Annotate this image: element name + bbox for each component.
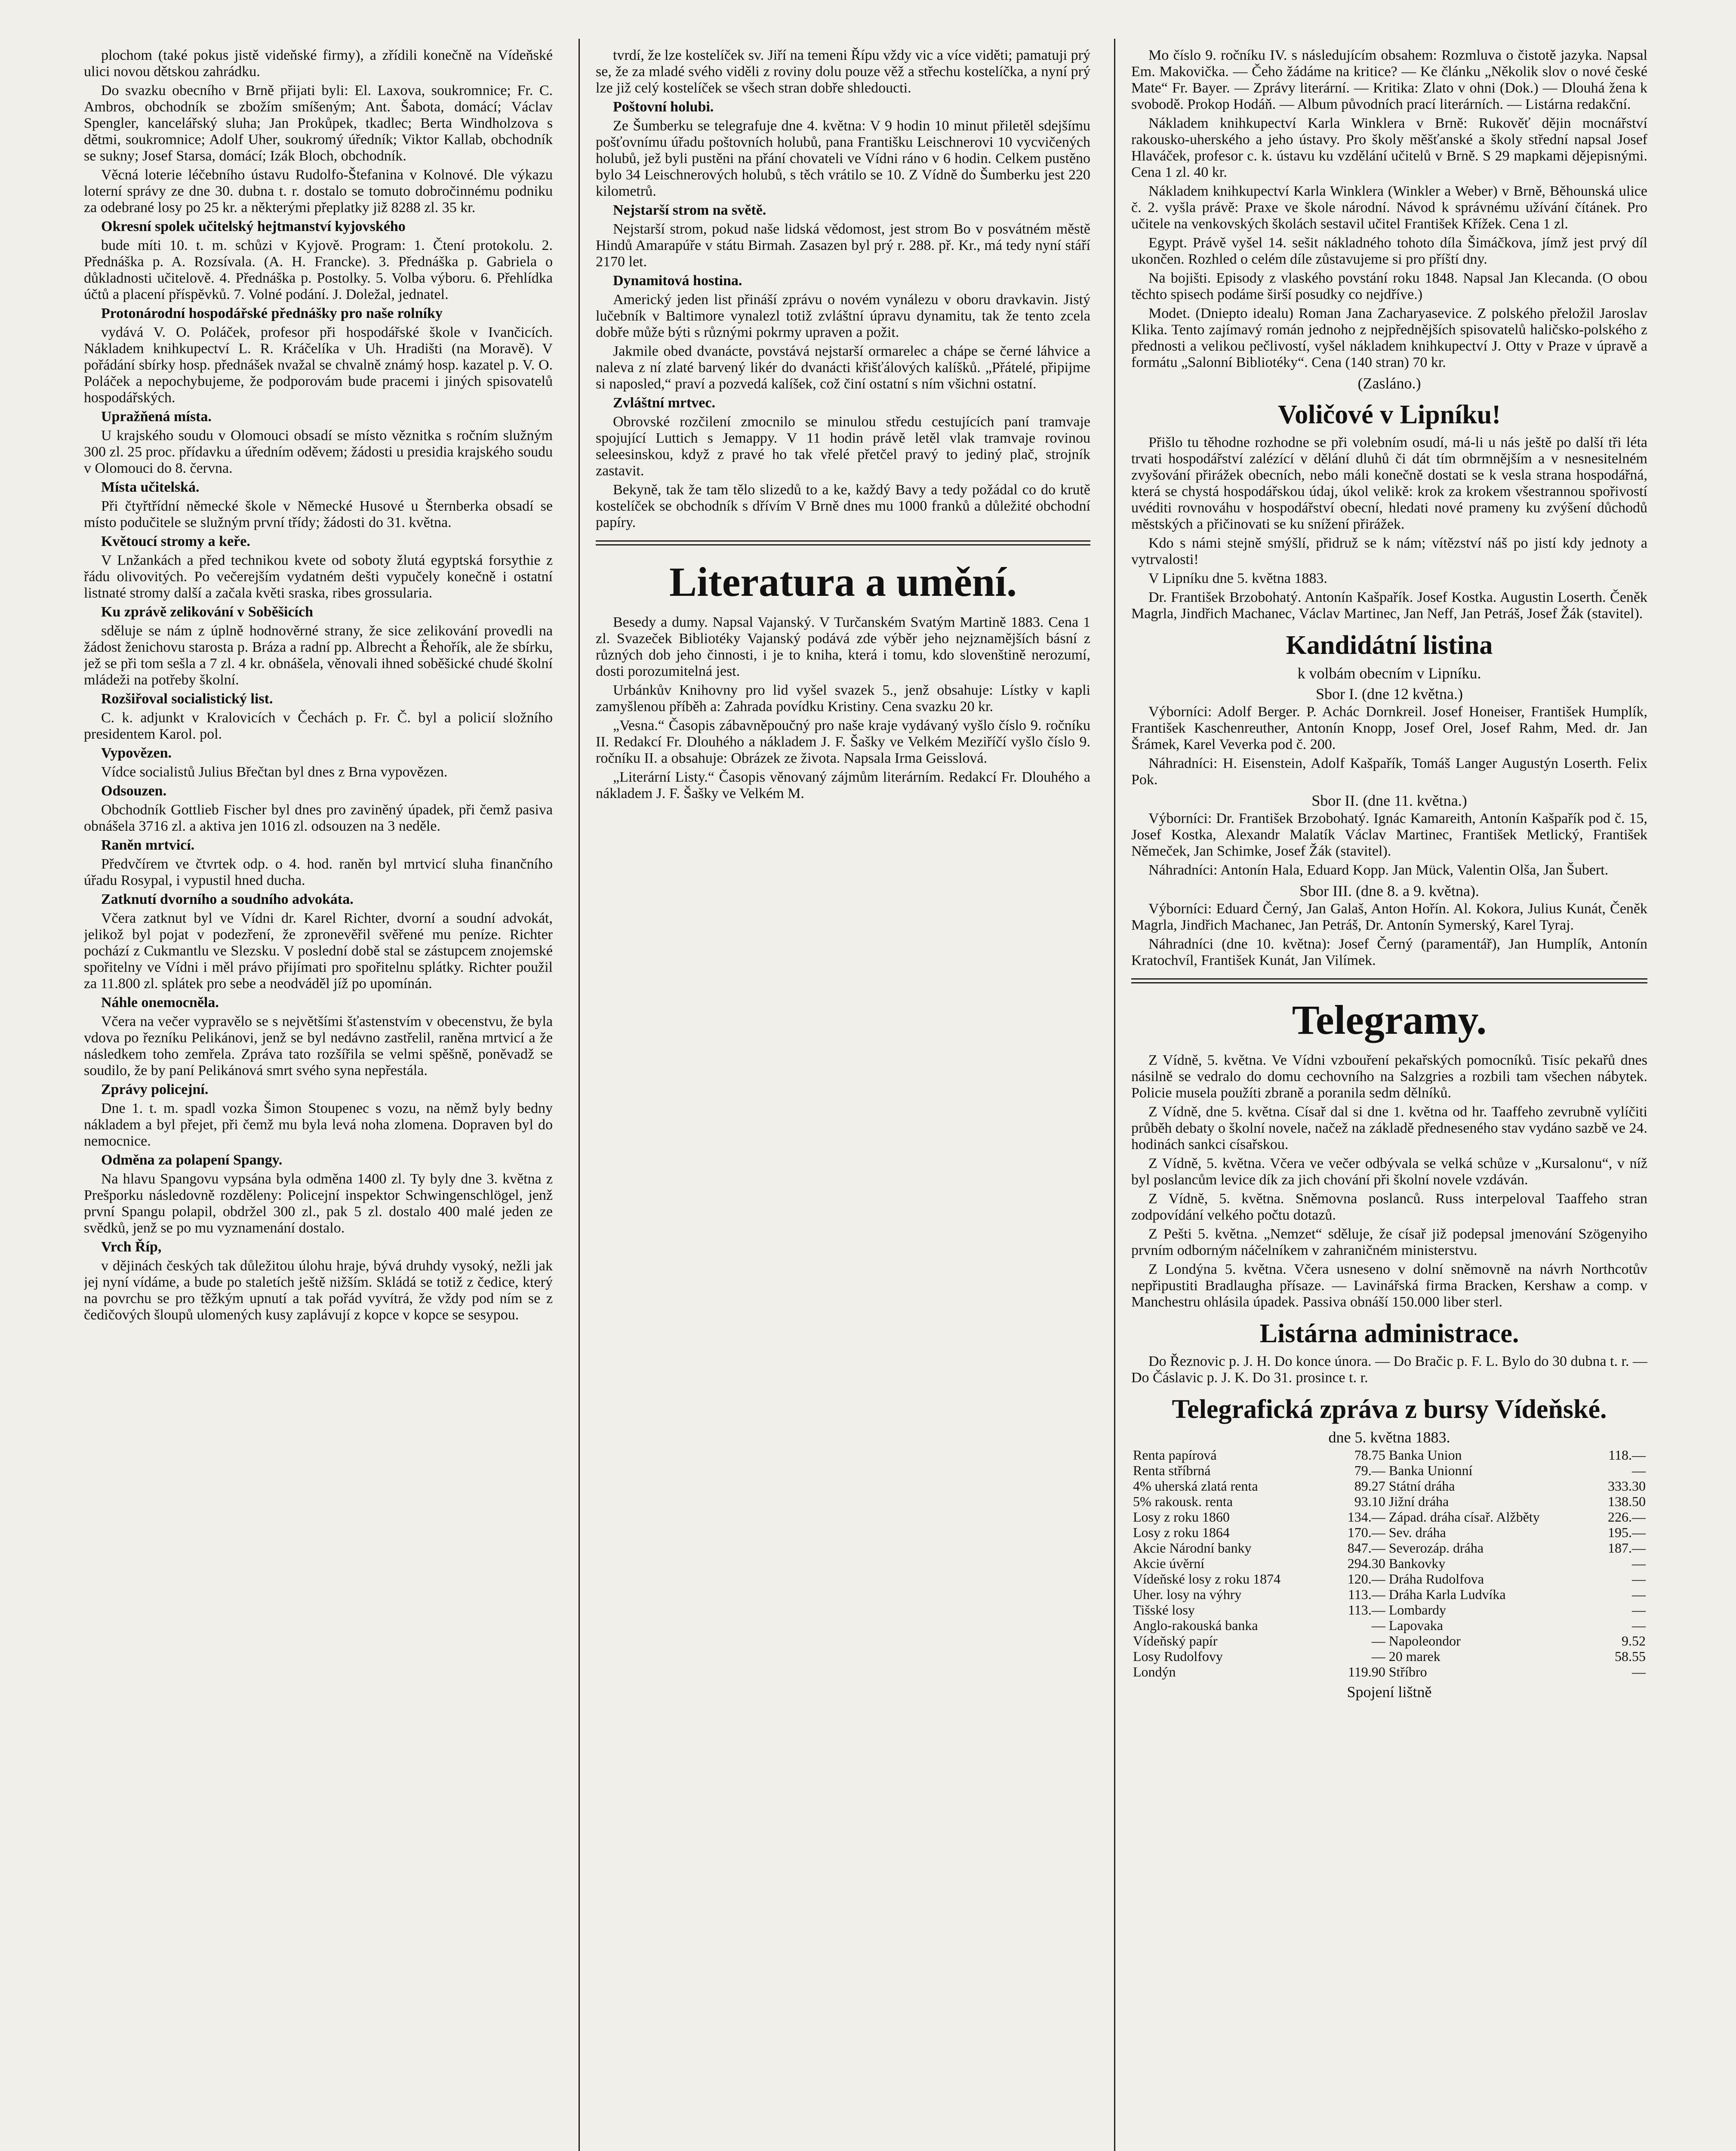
exchange-value: — xyxy=(1632,1556,1646,1571)
article-paragraph: Nejstarší strom, pokud naše lidská vědomost, jest strom Bo v posvátném městě Hindů Amarapúře v státu Birmah. Zasazen byl prý r. 288. př. Kr., má tedy nyní stáří 2170 let. xyxy=(596,221,1090,270)
article-paragraph: Přišlo tu těhodne rozhodne se při volebním osudí, má-li u nás ještě po další tři léta trvati hospodářství zalézící v dělání dluhů či dát tím obrmnějším a v nesnesitelném zvyšování přirážek obecních, nebo máli konečně dostati se k vesla strana hospodářná, která se chystá hospodářskou údaj, úkol velikě: krok za krokem všestrannou spořivostí uvéditi rovnováhu v hospodářství obecní, hledati nové prameny ku zvýšení důchodů městských a přičinovati se ku snížení přirážek. xyxy=(1131,435,1647,532)
article-headline: Zprávy policejní. xyxy=(101,1082,209,1097)
article-paragraph: Americký jeden list přináší zprávu o novém vynálezu v oboru dravkavin. Jistý lučebník v Baltimore vynalezl totiž zvláštní úpravu dynamitu, tak že tento zcela dobře může býti s různými pokrmy upraven a požit. xyxy=(596,292,1090,340)
exchange-value: 118.— xyxy=(1608,1447,1646,1463)
article-paragraph: Do svazku obecního v Brně přijati byli: El. Laxova, soukromnice; Fr. C. Ambros, obchodník se zbožím smíšeným; Ant. Šabota, domácí; Václav Spengler, kancelářský sluha; Jan Prokůpek, tkadlec; Berta Windholzova s dětmi, soukromnice; Adolf Uher, soukromý úředník; Viktor Kallab, obchodník se sukny; Josef Starsa, domácí; Izák Bloch, obchodník. xyxy=(84,83,553,164)
article-paragraph: Výborníci: Dr. František Brzobohatý. Ignác Kamareith, Antonín Kašpařík pod č. 15, Josef Kostka, Alexandr Malatík Václav Martinec, František Metlický, František Němeček, Jan Schimke, Josef Žák (stavitel). xyxy=(1131,810,1647,859)
article-paragraph: tvrdí, že lze kostelíček sv. Jiří na temeni Řípu vždy vic a více viděti; pamatuji prý se, že za mladé svého viděli z roviny dolu pouze věž a střechu kostelíčka, a nyní prý lze již celý kostelíček se všech stran dobře shledoucti. xyxy=(596,47,1090,96)
article-paragraph: Věcná loterie léčebního ústavu Rudolfo-Štefanina v Kolnové. Dle výkazu loterní správy ze dne 30. dubna t. r. dostalo se tomuto dobročinnému podniku za odebrané losy po 25 kr. a některými přeplatky již 8288 zl. 35 kr. xyxy=(84,167,553,216)
column-1 xyxy=(84,47,553,2151)
article-paragraph: Náhradníci: Antonín Hala, Eduard Kopp. Jan Mück, Valentin Olša, Jan Šubert. xyxy=(1148,862,1609,878)
divider xyxy=(596,540,1090,545)
exchange-value: — xyxy=(1632,1664,1646,1680)
article-paragraph: Urbánkův Knihovny pro lid vyšel svazek 5., jenž obsahuje: Lístky v kapli zamyšlenou příběh a: Zahrada povídku Kristiny. Cena svazku 20 kr. xyxy=(596,682,1090,715)
section-headline: Voličové v Lipníku! xyxy=(1278,400,1501,429)
exchange-label: Akcie Národní banky xyxy=(1133,1540,1252,1556)
exchange-label: Státní dráha xyxy=(1388,1478,1455,1494)
exchange-value: 138.50 xyxy=(1608,1494,1646,1509)
exchange-label: Dráha Karla Ludvíka xyxy=(1388,1587,1506,1602)
article-headline: Nejstarší strom na světě. xyxy=(613,202,766,218)
exchange-row xyxy=(1131,1571,1647,1587)
article-headline: Rozšiřoval socialistický list. xyxy=(101,691,273,707)
column-rule xyxy=(579,39,580,2151)
article-paragraph: vydává V. O. Poláček, profesor při hospodářské škole v Ivančicích. Nákladem knihkupectví L. R. Kráčelíka v Uh. Hradišti (na Moravě). V pořádání sbírky hosp. přednášek nvažal se chvalně známý hosp. kazatel p. V. O. Poláček a nepochybujeme, že podporovám bude pracemi i jiných spisovatelů hospodářských. xyxy=(84,324,553,406)
article-paragraph: Nákladem knihkupectví Karla Winklera v Brně: Rukověť dějin mocnářství rakousko-uherského a jeho ústavy. Pro školy měšťanské a školy střední napsal Josef Hlaváček, profesor c. k. ústavu ku vzdělání učitelů v Brně. S 29 mapkami dějepisnými. Cena 1 zl. 40 kr. xyxy=(1131,115,1647,180)
exchange-value: 195.— xyxy=(1608,1525,1646,1540)
article-paragraph: Dne 1. t. m. spadl vozka Šimon Stoupenec s vozu, na němž byly bedny nákladem a byl přejet, při čemž mu byla levá noha zlomena. Dopraven byl do nemocnice. xyxy=(84,1100,553,1149)
exchange-value: 89.27 xyxy=(1354,1478,1385,1494)
exchange-value: 113.— xyxy=(1348,1587,1385,1602)
exchange-label: Londýn xyxy=(1133,1664,1176,1680)
article-paragraph: Besedy a dumy. Napsal Vajanský. V Turčanském Svatým Martině 1883. Cena 1 zl. Svazeček Bibliotéky Vajanský podává zde výběr jeho nejznamějších básní z různých dob jeho činnosti, i je to kniha, která i tomu, kdo slovenštině nerozumí, dosti porozumitelná jest. xyxy=(596,614,1090,679)
article-paragraph: C. k. adjunkt v Kralovicích v Čechách p. Fr. Č. byl a policií složního presidentem Karol. pol. xyxy=(84,710,553,742)
exchange-label: Lapovaka xyxy=(1388,1618,1443,1633)
exchange-row xyxy=(1131,1633,1647,1649)
article-paragraph: Kdo s námi stejně smýšlí, přidruž se k nám; vítězství náš po jistí kdy jednoty a vytrvalosti! xyxy=(1131,535,1647,567)
exchange-row xyxy=(1131,1649,1647,1664)
column-2 xyxy=(596,47,1090,2151)
article-paragraph: Na bojišti. Episody z vlaského povstání roku 1848. Napsal Jan Klecanda. (O obou těchto spisech podáme širší posudky co nejdříve.) xyxy=(1131,270,1647,302)
exchange-table xyxy=(1131,1447,1647,1680)
article-paragraph: Náhradníci: H. Eisenstein, Adolf Kašpařík, Tomáš Langer Augustýn Loserth. Felix Pok. xyxy=(1131,755,1647,788)
article-paragraph: Z Londýna 5. května. Včera usneseno v dolní sněmovně na návrh Northcotův nepřipustiti Bradlaugha přísaze. — Lavinářská firma Bracken, Kershaw a comp. v Manchestru ohlásila úpadek. Passiva obnáší 150.000 liber sterl. xyxy=(1131,1261,1647,1310)
article-paragraph: Z Vídně, dne 5. května. Císař dal si dne 1. května od hr. Taaffeho zevrubně vylíčiti průběh debaty o školní novele, načež na základě předneseného stav vydáno sazbě ve 24. hodinách sankci císařskou. xyxy=(1131,1104,1647,1153)
exchange-value: 134.— xyxy=(1347,1509,1385,1525)
exchange-row xyxy=(1131,1602,1647,1618)
exchange-label: Lombardy xyxy=(1388,1602,1447,1618)
article-paragraph: bude míti 10. t. m. schůzi v Kyjově. Program: 1. Čtení protokolu. 2. Přednáška p. A. Rozsívala. (A. H. Francke). 3. Přednáška p. Gabriela o důkladnosti učitelově. 4. Přednáška p. Postolky. 5. Volba výboru. 6. Přehlídka účtů a placení příspěvků. 7. Volné podání. J. Doležal, jednatel. xyxy=(84,237,553,302)
article-paragraph: Z Vídně, 5. května. Včera ve večer odbývala se velká schůze v „Kursalonu“, v níž byl poslancům levice dík za jich chování při školní novele vzdáván. xyxy=(1131,1156,1647,1188)
exchange-value: 79.— xyxy=(1354,1463,1385,1478)
exchange-value: 333.30 xyxy=(1608,1478,1646,1494)
subheading: Sbor III. (dne 8. a 9. května). xyxy=(1299,882,1479,900)
footer-note: Spojení lištně xyxy=(1347,1683,1432,1701)
article-paragraph: Ze Šumberku se telegrafuje dne 4. května: V 9 hodin 10 minut přiletěl sdejšímu pošťovnímu úřadu poštovních holubů, pana Františku Leischnerovi 10 vycvičených holubů, jež byli pustěni na přání chovateli ve Vídni ráno v 6 hodin. Celkem pustěno bylo 34 Leischnerových holubů, s těch vrátilo se 10. Z Vídně do Šumberku jest 220 kilometrů. xyxy=(596,118,1090,199)
exchange-row xyxy=(1131,1494,1647,1509)
subheading: k volbám obecním v Lipníku. xyxy=(1297,665,1481,682)
exchange-label: Akcie úvěrní xyxy=(1133,1556,1205,1571)
subheading: Sbor II. (dne 11. května.) xyxy=(1311,792,1467,809)
article-paragraph: Obrovské rozčilení zmocnilo se minulou středu cestujících paní tramvaje spojující Luttich s Jemappy. V 11 hodin právě letěl vlak tramvaje rovinou seleesinskou, když z pravé ho tak vřelé přetčel pravý to jediný plač, strojník zastavit. xyxy=(596,414,1090,479)
article-paragraph: Při čtyřtřídní německé škole v Německé Husové u Šternberka obsadí se místo podučitele se služným první třídy; žádosti do 31. května. xyxy=(84,498,553,530)
article-paragraph: Obchodník Gottlieb Fischer byl dnes pro zaviněný úpadek, při čemž pasiva obnášela 3716 zl. a aktiva jen 1016 zl. odsouzen na 3 neděle. xyxy=(84,802,553,834)
exchange-label: Severozáp. dráha xyxy=(1388,1540,1484,1556)
exchange-label: Renta stříbrná xyxy=(1133,1463,1211,1478)
article-headline: Raněn mrtvicí. xyxy=(101,837,195,853)
article-paragraph: Včera zatknut byl ve Vídni dr. Karel Richter, dvorní a soudní advokát, jelikož byl pojat v podezření, že zpronevěřil svěřené mu peníze. Richter pochází z Cukmantlu ve Slezsku. V poslední době stal se zástupcem znojemské spořitelny ve Vídni i měl právo přijímati pro spořitelnu splátky. Richter použil za 11.800 zl. splátek pro sebe a neodváděl jíž po upomínán. xyxy=(84,910,553,992)
subheading: dne 5. května 1883. xyxy=(1328,1429,1450,1446)
exchange-row xyxy=(1131,1556,1647,1571)
divider xyxy=(1131,978,1647,983)
exchange-value: 93.10 xyxy=(1354,1494,1385,1509)
exchange-value: — xyxy=(1371,1618,1385,1633)
article-paragraph: Do Řeznovic p. J. H. Do konce února. — Do Bračic p. F. L. Bylo do 30 dubna t. r. — Do Čáslavic p. J. K. Do 31. prosince t. r. xyxy=(1131,1353,1647,1386)
exchange-label: Vídeňský papír xyxy=(1133,1633,1218,1649)
exchange-label: Anglo-rakouská banka xyxy=(1133,1618,1258,1633)
exchange-value: — xyxy=(1632,1602,1646,1618)
article-paragraph: V Lnžankách a před technikou kvete od soboty žlutá egyptská forsythie z řádu olivovitých. Po večerejším vydatném dešti vypučely konečně i ostatní listnaté stromy další a začala květi sraska, ribes grossularia. xyxy=(84,552,553,601)
article-headline: Vypovězen. xyxy=(101,745,172,761)
exchange-value: 9.52 xyxy=(1622,1633,1646,1649)
article-headline: Místa učitelská. xyxy=(101,479,200,495)
article-paragraph: sděluje se nám z úplně hodnověrné strany, že sice zelikování provedli na žádost ženichovu starosta p. Bráza a radní pp. Albrecht a Řehořík, ale že sbírku, jež se při tom sešla a 7 zl. 4 kr. obnášela, věnovali ihned soběšické chudé školní mládeži na potřeby školní. xyxy=(84,623,553,688)
section-headline: Listárna administrace. xyxy=(1259,1319,1519,1348)
article-paragraph: Výborníci: Eduard Černý, Jan Galaš, Anton Hořín. Al. Kokora, Julius Kunát, Čeněk Magrla, Jindřich Machanec, Jan Petráš, Dr. Antonín Symerský, Karel Tyraj. xyxy=(1131,901,1647,933)
article-paragraph: Předvčírem ve čtvrtek odp. o 4. hod. raněn byl mrtvicí sluha finančního úřadu Rosypal, i vypustil hned ducha. xyxy=(84,856,553,888)
exchange-label: Dráha Rudolfova xyxy=(1388,1571,1484,1587)
exchange-label: Tišské losy xyxy=(1133,1602,1195,1618)
exchange-label: Losy z roku 1864 xyxy=(1133,1525,1230,1540)
exchange-label: Renta papírová xyxy=(1133,1447,1217,1463)
exchange-label: Losy Rudolfovy xyxy=(1133,1649,1223,1664)
article-headline: Odsouzen. xyxy=(101,783,167,799)
article-paragraph: „Vesna.“ Časopis zábavněpoučný pro naše kraje vydávaný vyšlo číslo 9. ročníku II. Redakcí Fr. Dlouhého a nákladem J. F. Šašky ve Velkém Meziříčí vyšlo číslo 9. ročníku II. a obsahuje: Obrázek ze života. Napsala Irma Geisslová. xyxy=(596,718,1090,766)
exchange-label: 5% rakousk. renta xyxy=(1133,1494,1233,1509)
article-headline: Zatknutí dvorního a soudního advokáta. xyxy=(101,891,354,907)
exchange-row xyxy=(1131,1540,1647,1556)
exchange-value: 113.— xyxy=(1348,1602,1385,1618)
exchange-label: Stříbro xyxy=(1388,1664,1427,1680)
exchange-row xyxy=(1131,1618,1647,1633)
exchange-row xyxy=(1131,1509,1647,1525)
exchange-row xyxy=(1131,1478,1647,1494)
article-paragraph: V Lipníku dne 5. května 1883. xyxy=(1148,570,1327,586)
exchange-label: Sev. dráha xyxy=(1388,1525,1446,1540)
article-headline: Upražňená místa. xyxy=(101,409,212,425)
article-paragraph: Mo číslo 9. ročníku IV. s následujícím obsahem: Rozmluva o čistotě jazyka. Napsal Em. Makovička. — Čeho žádáme na kritice? — Ke článku „Několik slov o nové české Mate“ Fr. Bayer. — Zprávy literární. — Kritika: Zlato v ohni (Dok.) — Dlouhá žena k svobodě. Prokop Hodáň. — Album původních prací literárních. — Listárna redakční. xyxy=(1131,47,1647,112)
article-paragraph: plochom (také pokus jistě videňské firmy), a zřídili konečně na Vídeňské ulici novou dětskou zahrádku. xyxy=(84,47,553,80)
article-headline: Okresní spolek učitelský hejtmanství kyjovského xyxy=(101,219,406,234)
article-paragraph: Egypt. Právě vyšel 14. sešit nákladného tohoto díla Šimáčkova, jímž jest prvý díl ukončen. Rozhled o celém díle zůstavujeme si pro příští dny. xyxy=(1131,235,1647,267)
article-headline: Ku zprávě zelikování v Soběšicích xyxy=(101,604,313,620)
article-paragraph: Výborníci: Adolf Berger. P. Achác Dornkreil. Josef Honeiser, František Humplík, František Kaschenreuther, Antonín Knopp, Josef Orel, Josef Rahm, Med. dr. Jan Šrámek, Karel Veverka pod č. 200. xyxy=(1131,704,1647,752)
article-paragraph: Včera na večer vypravělo se s největšími šťastenstvím v obecenstvu, že byla vdova po řezníku Pelikánovi, jenž se byl nedávno zastřelil, raněna mrtvicí a že následkem toho zemřela. Zpráva tato rozšířila se velmi spěšně, poněvadž se soudilo, že by paní Pelikánová smrt svého syna nepřestála. xyxy=(84,1014,553,1079)
article-paragraph: Náhradníci (dne 10. května): Josef Černý (paramentář), Jan Humplík, Antonín Kratochvíl, František Kunát, Jan Vilímek. xyxy=(1131,936,1647,968)
exchange-value: 847.— xyxy=(1347,1540,1385,1556)
exchange-value: — xyxy=(1632,1587,1646,1602)
article-paragraph: Modet. (Dniepto idealu) Roman Jana Zacharyasevice. Z polského přeložil Jaroslav Klika. Tento zajímavý román jednoho z nejpřednějších spisovatelů haličsko-polského z přednosti a velikou pečlivostí, vyšel nákladem knihkupectví J. Otty v Praze v úpravě a formátu „Salonní Bibliotéky“. Cena (140 stran) 70 kr. xyxy=(1131,305,1647,370)
exchange-value: 226.— xyxy=(1608,1509,1646,1525)
article-headline: Vrch Říp, xyxy=(101,1239,162,1255)
article-headline: Poštovní holubi. xyxy=(613,99,714,115)
article-headline: Květoucí stromy a keře. xyxy=(101,533,250,549)
section-headline: Telegrafická zpráva z bursy Vídeňské. xyxy=(1172,1395,1607,1424)
exchange-label: Bankovky xyxy=(1388,1556,1446,1571)
exchange-value: — xyxy=(1632,1571,1646,1587)
exchange-row xyxy=(1131,1664,1647,1680)
exchange-label: 4% uherská zlatá renta xyxy=(1133,1478,1258,1494)
exchange-label: Banka Union xyxy=(1388,1447,1462,1463)
column-3 xyxy=(1131,47,1647,2151)
exchange-value: — xyxy=(1632,1463,1646,1478)
article-paragraph: Na hlavu Spangovu vypsána byla odměna 1400 zl. Ty byly dne 3. května z Prešporku následovně rozděleny: Policejní inspektor Schwingenschlögel, jenž první Spangu polapil, obdržel 300 zl., pak 5 zl. dostalo 400 malé jeden ze svědků, jenž se po mu vyznamenání dostalo. xyxy=(84,1171,553,1236)
section-headline: Kandidátní listina xyxy=(1286,631,1493,660)
article-paragraph: Z Vídně, 5. května. Sněmovna poslanců. Russ interpeloval Taaffeho stran zodpovídání velkého počtu dotazů. xyxy=(1131,1191,1647,1223)
exchange-value: 78.75 xyxy=(1354,1447,1385,1463)
article-headline: Odměna za polapení Spangy. xyxy=(101,1152,283,1168)
article-paragraph: „Literární Listy.“ Časopis věnovaný zájmům literárním. Redakcí Fr. Dlouhého a nákladem J. F. Šašky ve Velkém M. xyxy=(596,769,1090,801)
exchange-value: 294.30 xyxy=(1347,1556,1385,1571)
article-paragraph: Z Vídně, 5. května. Ve Vídni vzbouření pekařských pomocníků. Tisíc pekařů dnes násilně se vedralo do domu cechovního na Salzgries a rozbili tam všechen nábytek. Policie musela použíti zbraně a poranila sedm dělníků. xyxy=(1131,1052,1647,1101)
exchange-value: 187.— xyxy=(1608,1540,1646,1556)
exchange-value: 120.— xyxy=(1347,1571,1385,1587)
exchange-label: Banka Unionní xyxy=(1388,1463,1473,1478)
exchange-row xyxy=(1131,1463,1647,1478)
exchange-label: Napoleondor xyxy=(1388,1633,1461,1649)
exchange-value: — xyxy=(1371,1633,1385,1649)
article-paragraph: U krajského soudu v Olomouci obsadí se místo věznitka s ročním služným 300 zl. 25 proc. přídavku a úředním oděvem; žádosti u presidia krajského soudu v Olomouci do 8. června. xyxy=(84,428,553,476)
article-headline: Dynamitová hostina. xyxy=(613,273,742,289)
section-title: Telegramy. xyxy=(1292,997,1487,1043)
article-headline: Náhle onemocněla. xyxy=(101,995,219,1011)
article-paragraph: Z Pešti 5. května. „Nemzet“ sděluje, že císař již podepsal jmenování Szögenyiho prvním odborným náčelníkem v zahraničném ministerstvu. xyxy=(1131,1226,1647,1258)
article-headline: Protonárodní hospodářské přednášky pro naše rolníky xyxy=(101,305,443,321)
section-title: Literatura a umění. xyxy=(669,559,1017,605)
exchange-row xyxy=(1131,1587,1647,1602)
column-rule xyxy=(1114,39,1115,2151)
article-paragraph: Vídce socialistů Julius Břečtan byl dnes z Brna vypovězen. xyxy=(101,764,448,780)
exchange-label: Vídeňské losy z roku 1874 xyxy=(1133,1571,1281,1587)
exchange-label: Západ. dráha císař. Alžběty xyxy=(1388,1509,1540,1525)
exchange-label: Uher. losy na výhry xyxy=(1133,1587,1242,1602)
exchange-row xyxy=(1131,1447,1647,1463)
article-paragraph: Nákladem knihkupectví Karla Winklera (Winkler a Weber) v Brně, Běhounská ulice č. 2. vyšla právě: Praxe ve škole národní. Návod k správnému užívání čítánek. Pro učitele na venkovských školách sestavil učitel František Křížek. Cena 1 zl. xyxy=(1131,183,1647,232)
exchange-label: Losy z roku 1860 xyxy=(1133,1509,1230,1525)
exchange-value: 119.90 xyxy=(1348,1664,1385,1680)
exchange-value: — xyxy=(1632,1618,1646,1633)
article-headline: Zvláštní mrtvec. xyxy=(613,395,715,411)
exchange-label: 20 marek xyxy=(1388,1649,1441,1664)
exchange-value: — xyxy=(1371,1649,1385,1664)
subheading: (Zasláno.) xyxy=(1357,375,1421,392)
exchange-value: 170.— xyxy=(1347,1525,1385,1540)
article-paragraph: Jakmile obed dvanácte, povstává nejstarší ormarelec a chápe se černé láhvice a naleva z ní zlaté barvený likér do dvanácti křišťálových kalíšků. „Přátelé, připijme si naposled,“ praví a pozvedá kalíšek, což činí ostatní s ním všichni ostatní. xyxy=(596,343,1090,392)
exchange-row xyxy=(1131,1525,1647,1540)
article-paragraph: Dr. František Brzobohatý. Antonín Kašpařík. Josef Kostka. Augustin Loserth. Čeněk Magrla, Jindřich Machanec, Václav Martinec, Jan Neff, Jan Petráš, Josef Žák (stavitel). xyxy=(1131,589,1647,622)
article-paragraph: Bekyně, tak že tam tělo slizedů to a ke, každý Bavy a tedy požádal co do krutě kostelíček se obchodník s dřívím V Brně dnes mu 1000 franků a důležité obchodní papíry. xyxy=(596,482,1090,530)
exchange-label: Jižní dráha xyxy=(1388,1494,1449,1509)
subheading: Sbor I. (dne 12 května.) xyxy=(1316,685,1463,703)
exchange-value: 58.55 xyxy=(1615,1649,1646,1664)
article-paragraph: v dějinách českých tak důležitou úlohu hraje, bývá druhdy vysoký, nežli jak jej nyní vídáme, a bude po staletích ještě nižším. Skládá se totiž z čedice, který na povrchu se pro těžkým upnutí a tak pořád vyvítrá, že vždy pod ním se z čedičových šloupů ulomených kusy zaplávují z kopce v kopce se sesypou. xyxy=(84,1258,553,1323)
